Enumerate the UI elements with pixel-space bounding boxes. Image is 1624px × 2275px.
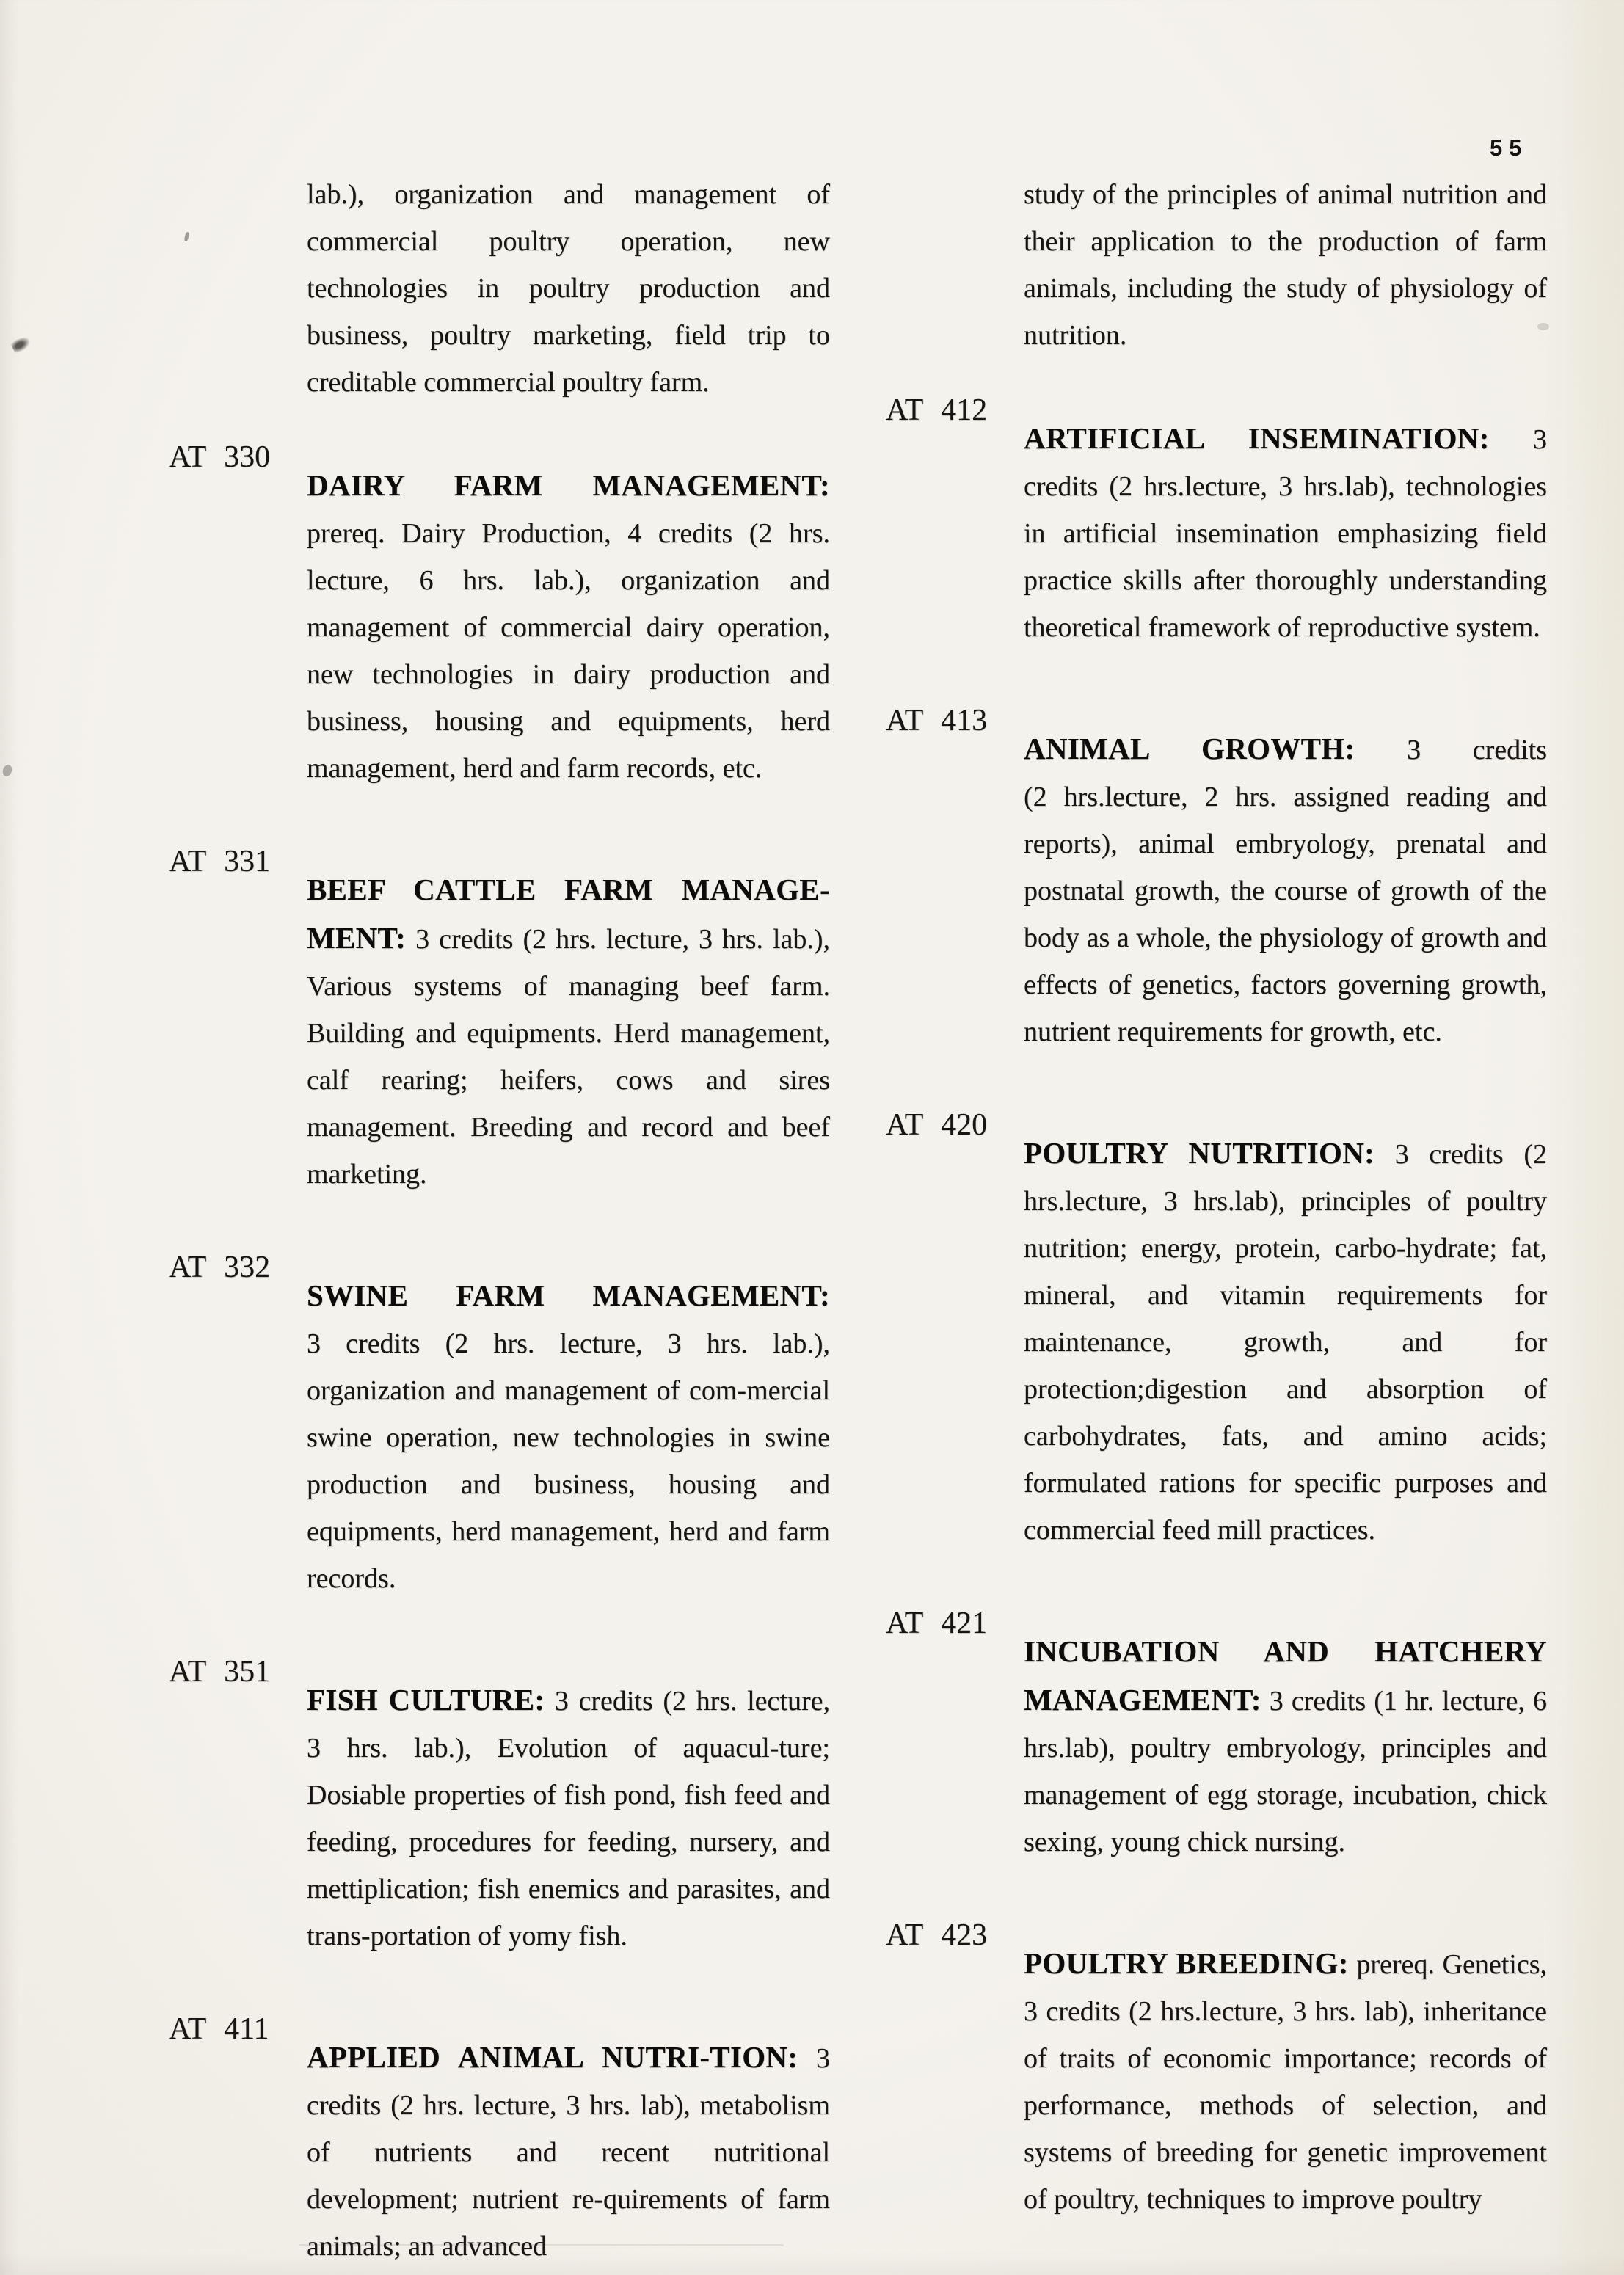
course-entry-at421: [886, 1600, 1547, 1893]
course-body: 3 credits (2 hrs. lecture, 3 hrs. lab.), Evolution of aquacul-ture; Dosiable properties of fish pond, fish feed and feeding, procedures for feeding, nursery, and mettiplication; fish enemics and parasites, and trans-portation of yomy fish.: [307, 1686, 830, 1951]
course-title: APPLIED ANIMAL NUTRI-TION:: [307, 2040, 798, 2074]
right-column: [886, 171, 1547, 2269]
course-description: [1024, 1628, 1547, 1866]
course-title: ANIMAL GROWTH:: [1024, 732, 1355, 765]
course-code: AT 411: [169, 2012, 269, 2046]
course-description: [307, 1272, 830, 1602]
course-title: DAIRY FARM MANAGEMENT:: [307, 468, 830, 502]
left-column: [169, 171, 830, 2275]
course-body: 3 credits (2 hrs. lecture, 3 hrs. lab), metabolism of nutrients and recent nutritional development; nutrient re-quirements of farm animals; an advanced: [307, 2043, 830, 2262]
course-entry-at413: [886, 697, 1547, 1083]
course-entry-at331: [169, 838, 830, 1226]
course-body: prereq. Dairy Production, 4 credits (2 hrs. lecture, 6 hrs. lab.), organization and management of commercial dairy operation, new technologies in dairy production and business, housing and equipments, herd management, herd and farm records, etc.: [307, 518, 830, 784]
course-code: AT 421: [886, 1606, 988, 1640]
course-description: [307, 1676, 830, 1959]
course-description: [307, 462, 830, 792]
course-entry-at423: [886, 1912, 1547, 2251]
course-description: [1024, 1940, 1547, 2223]
course-title: SWINE FARM MANAGEMENT:: [307, 1278, 830, 1312]
page-number: 55: [1490, 135, 1529, 161]
course-title: FISH CULTURE:: [307, 1683, 545, 1717]
course-description: [1024, 1129, 1547, 1554]
course-entry-at412: [886, 387, 1547, 679]
course-code: AT 413: [886, 704, 988, 738]
scan-smudge: [1537, 323, 1549, 330]
course-description: [307, 2034, 830, 2270]
course-body: prereq. Genetics, 3 credits (2 hrs.lecture, 3 hrs. lab), inheritance of traits of economic importance; records of performance, methods of selection, and systems of breeding for genetic improvement of poultry, techniques to improve poultry: [1024, 1949, 1547, 2215]
course-title: INCUBATION AND HATCHERY MANAGEMENT:: [1024, 1634, 1547, 1717]
course-code: AT 423: [886, 1918, 988, 1952]
course-code: AT 412: [886, 393, 988, 427]
course-code: AT 332: [169, 1251, 271, 1284]
course-entry-at351: [169, 1648, 830, 1987]
course-title: POULTRY BREEDING:: [1024, 1946, 1349, 1980]
course-title: BEEF CATTLE FARM MANAGE-MENT:: [307, 873, 830, 955]
course-body: 3 credits (2 hrs.lecture, 2 hrs. assigned reading and reports), animal embryology, prenatal and postnatal growth, the course of growth of the body as a whole, the physiology of growth and effects of genetics, factors governing growth, nutrient requirements for growth, etc.: [1024, 735, 1548, 1047]
course-title: ARTIFICIAL INSEMINATION:: [1024, 421, 1490, 455]
course-body: 3 credits (1 hr. lecture, 6 hrs.lab), poultry embryology, principles and management of egg storage, incubation, chick sexing, young chick nursing.: [1024, 1686, 1548, 1857]
course-code: AT 351: [169, 1655, 271, 1689]
course-entry-at411: [169, 2006, 830, 2275]
continuation-paragraph: study of the principles of animal nutrition and their application to the production of farm animals, including the study of physiology of nutrition.: [1024, 179, 1547, 351]
course-title: POULTRY NUTRITION:: [1024, 1136, 1375, 1170]
course-description: [307, 866, 830, 1198]
course-entry-at332: [169, 1244, 830, 1630]
course-body: 3 credits (2 hrs. lecture, 3 hrs. lab.), organization and management of com-mercial swine operation, new technologies in swine production and business, housing and equipments, herd management, herd and farm records.: [307, 1328, 830, 1594]
course-body: 3 credits (2 hrs.lecture, 3 hrs.lab), principles of poultry nutrition; energy, protein, carbo-hydrate; fat, mineral, and vitamin requirements for maintenance, growth, and for protection;digestion and absorption of carbohydrates, fats, and amino acids; formulated rations for specific purposes and commercial feed mill practices.: [1024, 1139, 1547, 1546]
course-entry-at330: [169, 434, 830, 820]
scan-streak: [299, 2244, 784, 2246]
course-entry-at420: [886, 1102, 1547, 1581]
scan-speck: [10, 334, 32, 354]
course-body: 3 credits (2 hrs. lecture, 3 hrs. lab.), Various systems of managing beef farm. Building and equipments. Herd management, calf rearing; heifers, cows and sires management. Breeding and record and beef marketing.: [307, 924, 830, 1190]
continuation-paragraph: lab.), organization and management of commercial poultry operation, new technologies in poultry production and business, poultry marketing, field trip to creditable commercial poultry farm.: [307, 179, 830, 398]
scan-speck: [1, 763, 14, 777]
course-description: [1024, 725, 1547, 1055]
course-body: 3 credits (2 hrs.lecture, 3 hrs.lab), technologies in artificial insemination emphasizing field practice skills after thoroughly understanding theoretical framework of reproductive system.: [1024, 424, 1547, 643]
course-code: AT 330: [169, 440, 271, 474]
course-description: [1024, 415, 1547, 651]
course-code: AT 331: [169, 845, 271, 878]
course-code: AT 420: [886, 1108, 988, 1142]
